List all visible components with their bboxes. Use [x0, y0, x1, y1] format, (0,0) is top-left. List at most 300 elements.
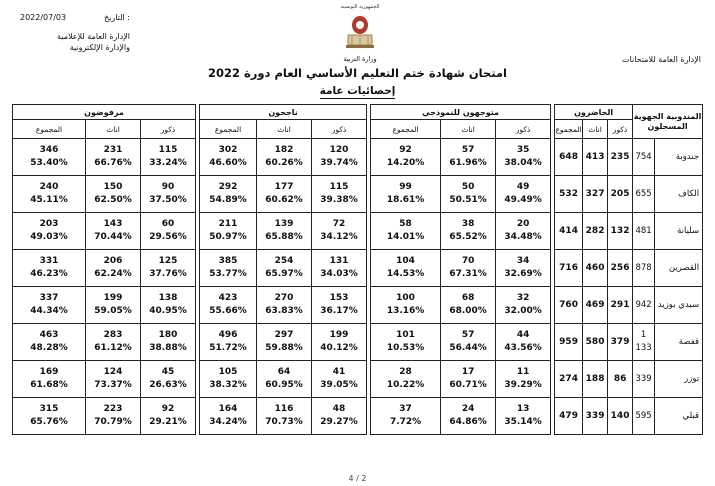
cell-registered-v: 754: [635, 151, 652, 162]
cell-pass-female-v: 254: [274, 256, 294, 266]
cell-pass-female-p: 70.73%: [265, 417, 303, 427]
cell-present-male: [608, 250, 633, 287]
subhead-fail-total: المجموع: [13, 120, 86, 139]
cell-fail-total-p: 48.28%: [30, 343, 68, 353]
cell-pass-male-v: 115: [329, 182, 349, 192]
cell-present-male: [608, 324, 633, 361]
department-line-2: والإدارة الإلكترونية: [69, 43, 130, 52]
cell-present-total: [555, 324, 583, 361]
cell-model-male: [496, 361, 551, 398]
cell-fail-male: [141, 139, 196, 176]
cell-fail-total-v: 331: [39, 256, 59, 266]
cell-model-female: [441, 398, 496, 435]
cell-model-total-p: 10.53%: [386, 343, 425, 353]
date-row: [20, 12, 130, 23]
cell-present-male-v: 379: [610, 336, 630, 347]
cell-present-total-v: 414: [559, 225, 578, 236]
column-gap: [367, 176, 371, 213]
subhead-model-female: اناث: [441, 120, 496, 139]
cell-pass-male: [312, 139, 367, 176]
cell-region: [655, 176, 703, 213]
column-gap: [551, 139, 555, 176]
cell-registered-v: 942: [635, 299, 652, 310]
cell-present-female-v: 339: [585, 410, 605, 421]
cell-fail-female: [86, 361, 141, 398]
cell-pass-male-v: 153: [329, 293, 349, 303]
cell-present-female: [583, 398, 608, 435]
cell-pass-male-p: 34.12%: [320, 232, 358, 242]
column-gap: [551, 287, 555, 324]
cell-present-male-v: 291: [610, 299, 630, 310]
cell-registered: [633, 287, 655, 324]
subhead-model-total: المجموع: [371, 120, 441, 139]
cell-fail-total: [13, 213, 86, 250]
cell-pass-male: [312, 250, 367, 287]
group-model: متوجهون للنموذجي: [371, 105, 551, 120]
cell-pass-male-p: 39.38%: [320, 195, 358, 205]
cell-pass-total-v: 211: [218, 219, 238, 229]
cell-registered: [633, 250, 655, 287]
cell-present-female: [583, 139, 608, 176]
cell-fail-male: [141, 361, 196, 398]
cell-present-total-v: 274: [559, 373, 578, 384]
cell-pass-male: [312, 176, 367, 213]
cell-fail-male-v: 138: [158, 293, 178, 303]
cell-pass-male: [312, 361, 367, 398]
cell-model-female-p: 65.52%: [449, 232, 487, 242]
cell-pass-male-v: 120: [329, 145, 349, 155]
cell-fail-male-p: 38.88%: [149, 343, 187, 353]
header-left-block: [20, 12, 130, 53]
cell-model-male-v: 32: [516, 293, 530, 303]
cell-pass-total-v: 164: [218, 404, 238, 414]
cell-registered-v: 655: [635, 188, 652, 199]
cell-fail-female-v: 124: [103, 367, 123, 377]
cell-registered: [633, 213, 655, 250]
cell-fail-total: [13, 139, 86, 176]
cell-model-male-p: 38.04%: [504, 158, 542, 168]
cell-model-total: [371, 324, 441, 361]
cell-present-total: [555, 139, 583, 176]
cell-model-male: [496, 176, 551, 213]
cell-present-female: [583, 287, 608, 324]
cell-present-female-v: 460: [585, 262, 605, 273]
cell-pass-total: [200, 287, 257, 324]
cell-present-male: [608, 213, 633, 250]
cell-model-male: [496, 287, 551, 324]
cell-pass-female-p: 59.88%: [265, 343, 303, 353]
cell-model-total: [371, 250, 441, 287]
cell-model-female: [441, 139, 496, 176]
cell-present-female: [583, 176, 608, 213]
cell-pass-total: [200, 361, 257, 398]
cell-pass-total-v: 496: [218, 330, 238, 340]
cell-pass-female: [257, 250, 312, 287]
cell-fail-total: [13, 287, 86, 324]
cell-region: [655, 324, 703, 361]
cell-model-female-v: 17: [461, 367, 475, 377]
cell-fail-total-v: 169: [39, 367, 59, 377]
group-fail: مرفوضون: [13, 105, 196, 120]
column-gap: [196, 398, 200, 435]
cell-model-female: [441, 287, 496, 324]
cell-pass-total: [200, 250, 257, 287]
cell-fail-male: [141, 324, 196, 361]
cell-fail-male: [141, 213, 196, 250]
cell-region-v: توزر: [684, 373, 700, 384]
cell-present-total: [555, 250, 583, 287]
cell-model-female: [441, 176, 496, 213]
header-right-department: الإدارة العامة للامتحانات: [622, 55, 701, 64]
cell-present-female-v: 327: [585, 188, 605, 199]
column-gap: [367, 398, 371, 435]
cell-pass-total: [200, 139, 257, 176]
table-row: [13, 139, 703, 176]
column-gap: [551, 324, 555, 361]
cell-fail-male: [141, 398, 196, 435]
group-present: الحاضرون: [555, 105, 633, 120]
column-gap: [367, 287, 371, 324]
cell-fail-total: [13, 398, 86, 435]
group-pass: ناجحون: [200, 105, 367, 120]
cell-fail-male: [141, 176, 196, 213]
cell-model-total-v: 101: [396, 330, 415, 340]
cell-present-female-v: 282: [585, 225, 605, 236]
cell-model-female-p: 60.71%: [449, 380, 487, 390]
subhead-fail-male: ذكور: [141, 120, 196, 139]
cell-fail-total-p: 49.03%: [30, 232, 68, 242]
cell-model-total: [371, 287, 441, 324]
cell-model-total-v: 58: [399, 219, 412, 229]
cell-pass-female-v: 182: [274, 145, 294, 155]
cell-present-male: [608, 139, 633, 176]
column-gap: [367, 361, 371, 398]
col-region-registered: [633, 105, 703, 139]
cell-model-female: [441, 213, 496, 250]
statistics-table: [12, 104, 703, 435]
table-row: [13, 324, 703, 361]
cell-present-male-v: 235: [610, 151, 630, 162]
cell-fail-total: [13, 324, 86, 361]
cell-pass-female-p: 60.62%: [265, 195, 303, 205]
cell-model-male-p: 49.49%: [504, 195, 542, 205]
cell-pass-female-p: 60.26%: [265, 158, 303, 168]
cell-pass-female-v: 64: [277, 367, 291, 377]
cell-fail-male-v: 90: [161, 182, 175, 192]
cell-present-male-v: 140: [610, 410, 630, 421]
cell-pass-male: [312, 398, 367, 435]
cell-model-female-v: 57: [461, 330, 475, 340]
column-gap: [551, 361, 555, 398]
column-gap: [196, 287, 200, 324]
subhead-present-male: ذكور: [608, 120, 633, 139]
date-value: 2022/07/03: [20, 13, 67, 22]
column-gap: [551, 213, 555, 250]
cell-present-female-v: 580: [585, 336, 605, 347]
subhead-pass-total: المجموع: [200, 120, 257, 139]
department-line-1: الإدارة العامة للإعلامية: [57, 32, 130, 41]
cell-model-total-p: 13.16%: [386, 306, 425, 316]
column-gap: [551, 250, 555, 287]
cell-model-total: [371, 398, 441, 435]
cell-registered: [633, 398, 655, 435]
cell-region: [655, 139, 703, 176]
cell-model-total: [371, 139, 441, 176]
page-number: 4 / 2: [348, 474, 367, 483]
cell-fail-female-v: 199: [103, 293, 123, 303]
cell-model-female-p: 56.44%: [449, 343, 487, 353]
table-row: [13, 398, 703, 435]
cell-present-total-v: 959: [559, 336, 578, 347]
cell-model-female-p: 61.96%: [449, 158, 487, 168]
cell-model-total: [371, 361, 441, 398]
cell-pass-total-v: 105: [218, 367, 238, 377]
cell-model-male-p: 43.56%: [504, 343, 542, 353]
cell-pass-female: [257, 176, 312, 213]
cell-present-total-v: 648: [559, 151, 578, 162]
cell-fail-male-v: 45: [161, 367, 175, 377]
cell-pass-male: [312, 287, 367, 324]
cell-pass-total-v: 385: [218, 256, 238, 266]
republic-label: الجمهورية التونسية: [340, 4, 380, 10]
column-gap: [367, 139, 371, 176]
cell-present-female: [583, 213, 608, 250]
cell-model-total-p: 18.61%: [386, 195, 425, 205]
cell-pass-female: [257, 324, 312, 361]
cell-pass-male-p: 39.05%: [320, 380, 358, 390]
emblem-icon: [336, 11, 384, 51]
cell-registered: [633, 139, 655, 176]
cell-registered: [633, 176, 655, 213]
cell-present-total-v: 716: [559, 262, 578, 273]
cell-model-female: [441, 361, 496, 398]
cell-fail-female-v: 150: [103, 182, 123, 192]
cell-fail-male-p: 33.24%: [149, 158, 187, 168]
cell-model-total-v: 100: [396, 293, 415, 303]
column-gap: [196, 176, 200, 213]
cell-fail-female-p: 70.44%: [94, 232, 132, 242]
cell-pass-male-p: 36.17%: [320, 306, 358, 316]
cell-present-female-v: 469: [585, 299, 605, 310]
cell-present-male: [608, 287, 633, 324]
cell-fail-total-v: 315: [39, 404, 59, 414]
cell-pass-female-v: 116: [274, 404, 294, 414]
subtitle-text: إحصائيات عامة: [319, 85, 396, 97]
cell-registered: [633, 324, 655, 361]
column-gap: [196, 139, 200, 176]
cell-present-female-v: 188: [585, 373, 605, 384]
cell-pass-total-p: 38.32%: [209, 380, 247, 390]
subhead-present-total: المجموع: [555, 120, 583, 139]
cell-pass-female-p: 60.95%: [265, 380, 303, 390]
cell-model-female-v: 24: [461, 404, 475, 414]
cell-fail-total: [13, 176, 86, 213]
table-row: [13, 287, 703, 324]
cell-model-female-v: 57: [461, 145, 475, 155]
cell-fail-total-v: 346: [39, 145, 59, 155]
cell-fail-female: [86, 139, 141, 176]
table-row: [13, 176, 703, 213]
cell-fail-female-p: 61.12%: [94, 343, 132, 353]
cell-pass-total: [200, 176, 257, 213]
cell-pass-female: [257, 213, 312, 250]
cell-present-female: [583, 250, 608, 287]
cell-model-total-v: 99: [399, 182, 412, 192]
cell-present-female: [583, 324, 608, 361]
cell-pass-male-p: 40.12%: [320, 343, 358, 353]
cell-model-total-p: 14.20%: [386, 158, 425, 168]
cell-fail-female: [86, 398, 141, 435]
cell-fail-total-v: 337: [39, 293, 59, 303]
subhead-pass-female: اناث: [257, 120, 312, 139]
cell-pass-female: [257, 139, 312, 176]
cell-region: [655, 213, 703, 250]
cell-model-female-p: 68.00%: [449, 306, 487, 316]
cell-fail-male-v: 180: [158, 330, 178, 340]
cell-region-v: الكاف: [678, 188, 700, 199]
cell-model-male-v: 11: [516, 367, 530, 377]
cell-present-male-v: 205: [610, 188, 630, 199]
cell-pass-female-p: 65.97%: [265, 269, 303, 279]
cell-pass-female-v: 297: [274, 330, 294, 340]
table-header-row: [13, 105, 703, 120]
cell-fail-female-p: 73.37%: [94, 380, 132, 390]
subhead-present-female: اناث: [583, 120, 608, 139]
cell-pass-female: [257, 361, 312, 398]
cell-model-male: [496, 213, 551, 250]
cell-region: [655, 398, 703, 435]
cell-fail-female: [86, 213, 141, 250]
table-body: [13, 139, 703, 435]
cell-fail-male-v: 115: [158, 145, 178, 155]
cell-model-female: [441, 250, 496, 287]
column-gap: [551, 176, 555, 213]
cell-fail-female: [86, 250, 141, 287]
cell-model-male-v: 49: [516, 182, 530, 192]
ministry-label: وزارة التربية: [343, 55, 377, 63]
cell-registered-v: 595: [635, 410, 652, 421]
col-registered-label: المسجلون: [647, 121, 688, 131]
cell-fail-male-p: 37.76%: [149, 269, 187, 279]
cell-region-v: القصرين: [668, 262, 700, 273]
cell-model-male-v: 34: [516, 256, 530, 266]
column-gap: [196, 361, 200, 398]
cell-registered-v: 339: [635, 373, 652, 384]
cell-fail-male-p: 29.21%: [149, 417, 187, 427]
cell-present-total: [555, 361, 583, 398]
cell-present-total-v: 760: [559, 299, 578, 310]
cell-pass-female-v: 139: [274, 219, 294, 229]
cell-pass-male-v: 72: [332, 219, 346, 229]
cell-pass-total-p: 46.60%: [209, 158, 247, 168]
cell-present-male-v: 256: [610, 262, 630, 273]
cell-model-male-v: 44: [516, 330, 530, 340]
cell-fail-total-v: 463: [39, 330, 59, 340]
cell-model-total-v: 104: [396, 256, 415, 266]
cell-model-total-p: 7.72%: [389, 417, 422, 427]
cell-pass-total: [200, 213, 257, 250]
cell-pass-male-v: 199: [329, 330, 349, 340]
cell-pass-male-v: 131: [329, 256, 349, 266]
cell-model-female-v: 70: [461, 256, 475, 266]
cell-fail-female: [86, 324, 141, 361]
cell-pass-male-v: 41: [332, 367, 346, 377]
cell-model-total: [371, 213, 441, 250]
cell-model-female: [441, 324, 496, 361]
cell-fail-male-v: 60: [161, 219, 175, 229]
cell-region-v: قبلي: [682, 410, 700, 421]
cell-fail-total-p: 45.11%: [30, 195, 68, 205]
cell-model-female-v: 50: [461, 182, 475, 192]
cell-model-male: [496, 324, 551, 361]
cell-fail-male-v: 92: [161, 404, 175, 414]
cell-model-total-p: 14.53%: [386, 269, 425, 279]
cell-fail-total-p: 44.34%: [30, 306, 68, 316]
cell-present-male: [608, 176, 633, 213]
cell-model-total-p: 10.22%: [386, 380, 425, 390]
cell-present-total: [555, 176, 583, 213]
column-gap: [367, 250, 371, 287]
subhead-fail-female: اناث: [86, 120, 141, 139]
cell-model-total-v: 28: [399, 367, 412, 377]
column-gap: [367, 213, 371, 250]
cell-fail-total-p: 65.76%: [30, 417, 68, 427]
cell-model-male-v: 20: [516, 219, 530, 229]
cell-present-male: [608, 361, 633, 398]
cell-model-female-v: 38: [461, 219, 475, 229]
cell-model-male-p: 32.00%: [504, 306, 542, 316]
col-region-label: المندوبية الجهوية: [633, 111, 702, 121]
cell-fail-male-p: 26.63%: [149, 380, 187, 390]
cell-registered-v: 481: [635, 225, 652, 236]
cell-fail-male: [141, 287, 196, 324]
page-subtitle: [0, 85, 715, 97]
cell-fail-male: [141, 250, 196, 287]
cell-fail-male-v: 125: [158, 256, 178, 266]
subhead-model-male: ذكور: [496, 120, 551, 139]
column-gap: [196, 324, 200, 361]
cell-model-male: [496, 398, 551, 435]
cell-model-male: [496, 250, 551, 287]
cell-fail-female: [86, 287, 141, 324]
table-row: [13, 361, 703, 398]
cell-pass-female-v: 177: [274, 182, 294, 192]
cell-region-v: سيدي بوزيد: [657, 299, 700, 310]
cell-fail-male-p: 29.56%: [149, 232, 187, 242]
cell-region: [655, 287, 703, 324]
cell-present-male-v: 86: [613, 373, 627, 384]
cell-region: [655, 361, 703, 398]
cell-pass-female-p: 65.88%: [265, 232, 303, 242]
cell-pass-male-p: 34.03%: [320, 269, 358, 279]
cell-pass-female-p: 63.83%: [265, 306, 303, 316]
cell-pass-female: [257, 398, 312, 435]
cell-fail-total-p: 61.68%: [30, 380, 68, 390]
cell-registered-v: 1 133: [635, 330, 652, 353]
cell-fail-female-v: 283: [103, 330, 123, 340]
cell-pass-total: [200, 398, 257, 435]
cell-model-total-v: 92: [399, 145, 412, 155]
cell-pass-male: [312, 324, 367, 361]
cell-fail-total-p: 46.23%: [30, 269, 68, 279]
cell-model-male-v: 13: [516, 404, 530, 414]
column-gap: [196, 250, 200, 287]
cell-model-male-p: 34.48%: [504, 232, 542, 242]
cell-model-male: [496, 139, 551, 176]
cell-pass-total-p: 54.89%: [209, 195, 247, 205]
column-gap: [196, 213, 200, 250]
cell-fail-total-v: 240: [39, 182, 59, 192]
